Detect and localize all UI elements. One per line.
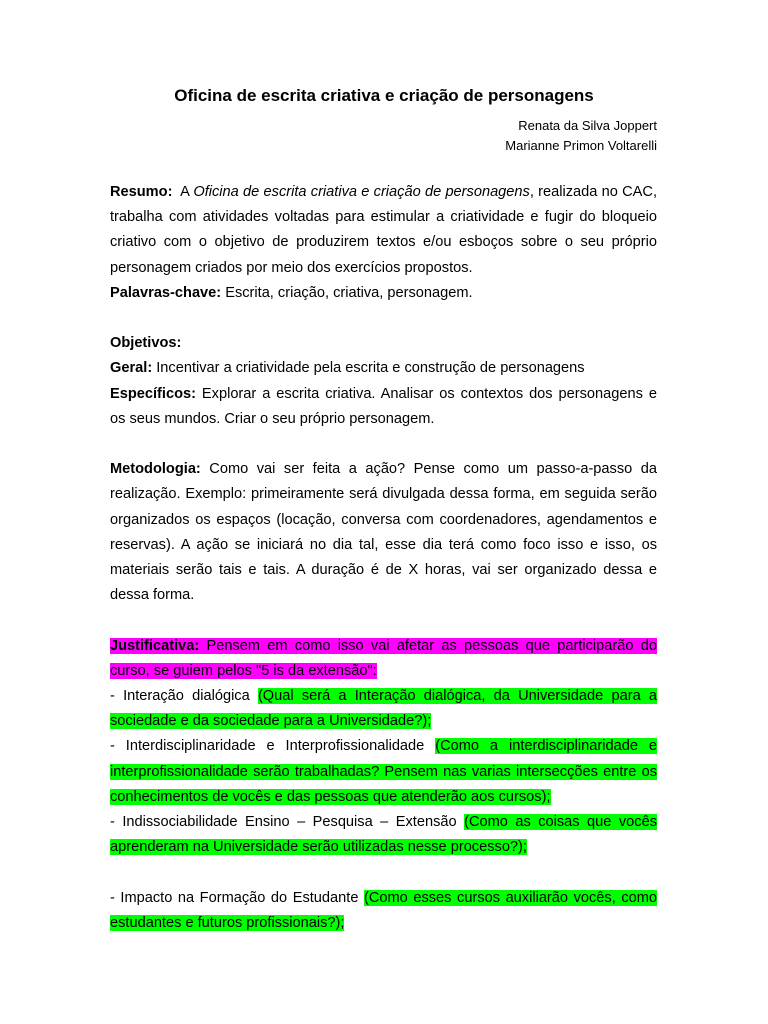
palavras-chave-paragraph [110,281,657,306]
document-title: Oficina de escrita criativa e criação de personagens [174,86,594,105]
item-interdisciplinaridade [110,734,657,810]
objetivo-geral [110,356,657,381]
document-body [110,180,657,936]
resumo-text: , realizada no CAC, trabalha com atividades voltadas para estimular a criatividade e fugir do bloqueio criativo com o objetivo de produzirem textos e/ou esboços sobre o seu próprio personagem criados por meio dos exercícios propostos. [110,184,658,276]
author-2: Marianne Primon Voltarelli [505,138,657,153]
resumo-paragraph [110,180,657,281]
item-highlighted-note: (Como as coisas que vocês aprenderam na Universidade serão utilizadas nesse processo?); [110,814,657,856]
item-impacto-formacao [110,886,657,936]
geral-label: Geral: [110,360,153,377]
objetivos-heading: Objetivos: [110,335,182,352]
objetivos-especificos [110,382,657,432]
metodologia-text: Como vai ser feita a ação? Pense como um passo-a-passo da realização. Exemplo: primeiramente será divulgada dessa forma, em seguida serão organizados os espaços (locação, conversa com coordenadores, agendamentos e reservas). A ação se iniciará no dia tal, esse dia terá como foco isso e isso, os materiais serão tais e tais. A duração é de X horas, vai ser organizado dessa e dessa forma. [110,461,657,604]
especificos-text: Explorar a escrita criativa. Analisar os contextos dos personagens e os seus mundos. Criar o seu próprio personagem. [110,385,657,427]
geral-text: Incentivar a criatividade pela escrita e construção de personagens [152,360,585,377]
objetivos-heading-line [110,331,657,356]
item-label: - Interação dialógica [110,688,258,705]
especificos-label: Específicos: [110,385,196,402]
item-highlighted-note: (Como a interdisciplinaridade e interprofissionalidade serão trabalhadas? Pensem nas varias intersecções entre os conhecimentos de vocês e das pessoas que atenderão aos cursos); [110,738,658,805]
resumo-pre: A [180,184,194,200]
palavras-chave-label: Palavras-chave: [110,284,222,301]
item-label: - Indissociabilidade Ensino – Pesquisa – Extensão [110,814,465,831]
justificativa-paragraph [110,634,657,684]
metodologia-label: Metodologia: [110,461,201,478]
justificativa-text: Pensem em como isso vai afetar as pessoas que participarão do curso, se guiem pelos "5 is da extensão": [110,637,657,679]
item-label: - Interdisciplinaridade e Interprofissionalidade [110,738,436,755]
author-1: Renata da Silva Joppert [518,118,657,133]
item-interacao-dialogica [110,684,657,734]
item-indissociabilidade [110,810,657,860]
item-label: - Impacto na Formação do Estudante [110,889,364,906]
justificativa-label: Justificativa: [110,637,200,654]
item-highlighted-note: (Como esses cursos auxiliarão vocês, como estudantes e futuros profissionais?); [110,889,658,931]
resumo-label: Resumo: [110,184,173,200]
palavras-chave-text: Escrita, criação, criativa, personagem. [221,284,473,301]
metodologia-paragraph [110,457,657,608]
resumo-italic-title: Oficina de escrita criativa e criação de personagens [193,184,530,200]
item-highlighted-note: (Qual será a Interação dialógica, da Universidade para a sociedade e da sociedade para a Universidade?); [110,688,658,730]
justificativa-highlight [110,638,657,679]
